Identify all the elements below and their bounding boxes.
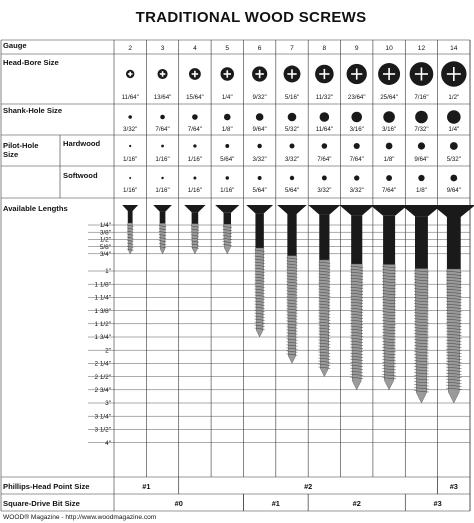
pilot-hardwood-dot <box>386 143 393 150</box>
pilot-softwood-dot <box>290 176 294 180</box>
credit-line: WOOD® Magazine - http://www.woodmagazine.com <box>3 514 157 521</box>
pilot-hardwood-dot <box>450 142 458 150</box>
length-label: 3 1/4" <box>94 413 111 421</box>
pilot-softwood-value: 3/32" <box>317 187 332 194</box>
screw-shank <box>192 212 199 224</box>
pilot-hardwood-value: 3/32" <box>284 156 300 163</box>
shank-hole-dot <box>351 112 362 123</box>
bit-size-label: #0 <box>174 499 183 508</box>
shank-hole-value: 3/16" <box>349 126 364 133</box>
length-label: 2" <box>105 347 111 355</box>
available-lengths-label: Available Lengths <box>3 204 68 213</box>
pilot-hardwood-value: 7/64" <box>317 156 332 163</box>
shank-hole-dot <box>192 114 198 120</box>
pilot-hardwood-dot <box>354 143 360 149</box>
pilot-hardwood-value: 3/32" <box>252 156 267 163</box>
table-grid <box>1 40 470 511</box>
gauge-number: 3 <box>160 45 165 52</box>
bit-size-label: #2 <box>304 482 313 491</box>
screw-head <box>277 205 307 214</box>
screw-head <box>370 205 408 216</box>
pilot-hardwood-dot <box>322 143 328 149</box>
shank-hole-dot <box>320 112 330 122</box>
pilot-hole-row-label: Pilot-Hole Size <box>3 141 39 159</box>
shank-hole-dot <box>160 115 165 120</box>
pilot-softwood-values <box>123 175 461 194</box>
pilot-softwood-value: 9/64" <box>446 187 461 194</box>
softwood-row-label: Softwood <box>63 171 98 180</box>
pilot-hardwood-value: 5/64" <box>220 156 235 163</box>
gauge-number: 8 <box>322 45 327 52</box>
pilot-hardwood-dot <box>290 144 295 149</box>
screw-head <box>246 205 273 213</box>
shank-hole-value: 7/32" <box>414 126 429 133</box>
gauge-number: 2 <box>128 45 133 52</box>
pilot-hardwood-dot <box>161 145 164 148</box>
screw-shank <box>160 212 166 224</box>
pilot-softwood-dot <box>354 175 359 180</box>
length-label: 3 1/2" <box>94 426 111 434</box>
pilot-softwood-value: 1/16" <box>220 187 235 194</box>
gauge-number: 7 <box>290 45 294 52</box>
screw-shank <box>255 213 263 248</box>
pilot-softwood-value: 5/64" <box>284 187 300 194</box>
screw-head <box>308 205 340 215</box>
pilot-hardwood-value: 1/16" <box>187 156 203 163</box>
length-label: 2 1/2" <box>94 373 111 381</box>
gauge-number: 5 <box>225 45 230 52</box>
shank-hole-value: 1/8" <box>221 126 233 133</box>
shank-hole-dot <box>256 113 264 121</box>
pilot-softwood-value: 1/16" <box>155 187 170 194</box>
pilot-hardwood-dot <box>225 144 229 148</box>
pilot-softwood-dot <box>450 175 457 182</box>
length-label: 5/8" <box>99 243 111 251</box>
head-bore-value: 11/32" <box>315 94 333 101</box>
head-bore-value: 5/16" <box>284 94 300 101</box>
pilot-hardwood-dot <box>418 142 425 149</box>
pilot-softwood-value: 5/64" <box>252 187 267 194</box>
length-label: 1 1/4" <box>94 294 111 302</box>
screw-head <box>122 205 138 211</box>
length-label: 1/4" <box>99 222 111 230</box>
pilot-hardwood-value: 5/32" <box>446 156 461 163</box>
pilot-softwood-value: 1/8" <box>416 187 427 194</box>
bit-size-label: #1 <box>271 499 280 508</box>
head-bore-value: 11/64" <box>121 94 139 101</box>
pilot-hardwood-values <box>123 142 461 163</box>
pilot-hardwood-value: 1/8" <box>383 156 395 163</box>
shank-hole-value: 1/4" <box>448 126 460 133</box>
head-bore-value: 1/2" <box>448 94 460 101</box>
shank-hole-dot <box>288 113 297 122</box>
head-bore-value: 7/16" <box>414 94 429 101</box>
length-label: 2 1/4" <box>94 360 111 368</box>
bit-size-label: #3 <box>449 482 458 491</box>
length-label: 1 1/2" <box>94 321 111 328</box>
length-labels <box>95 222 111 447</box>
chart-title: TRADITIONAL WOOD SCREWS <box>135 9 367 26</box>
shank-hole-value: 11/64" <box>315 126 333 133</box>
pilot-hardwood-value: 9/64" <box>414 156 429 163</box>
shank-hole-row-label: Shank-Hole Size <box>3 106 63 115</box>
pilot-softwood-dot <box>322 176 327 181</box>
length-label: 1 1/8" <box>94 281 111 289</box>
length-label: 1 3/4" <box>94 334 111 342</box>
screw-head <box>184 205 205 212</box>
gauge-row-label: Gauge <box>3 41 27 50</box>
hardwood-row-label: Hardwood <box>63 139 101 148</box>
pilot-softwood-dot <box>193 177 196 180</box>
screw-shank <box>351 215 362 264</box>
pilot-softwood-dot <box>161 177 163 179</box>
pilot-softwood-dot <box>258 176 262 180</box>
shank-hole-value: 3/16" <box>381 126 397 133</box>
pilot-hardwood-dot <box>129 145 131 147</box>
screw-head <box>339 205 374 215</box>
screw-shank <box>319 215 329 260</box>
shank-hole-value: 3/32" <box>123 126 138 133</box>
square-drive-row-label: Square-Drive Bit Size <box>3 499 80 508</box>
head-bore-value: 13/64" <box>153 94 172 101</box>
shank-hole-value: 5/32" <box>284 126 300 133</box>
pilot-softwood-dot <box>129 177 131 179</box>
gauge-number: 12 <box>417 45 426 52</box>
pilot-softwood-value: 3/32" <box>349 187 364 194</box>
gauge-values <box>128 45 457 52</box>
pilot-hardwood-value: 1/16" <box>123 156 138 163</box>
pilot-hardwood-dot <box>193 144 196 147</box>
gauge-number: 4 <box>193 45 197 52</box>
length-label: 1" <box>105 268 111 276</box>
pilot-softwood-dot <box>226 176 229 179</box>
shank-hole-dot <box>224 114 231 121</box>
bit-size-label: #2 <box>352 499 361 508</box>
head-bore-value: 9/32" <box>252 94 267 101</box>
pilot-softwood-value: 1/16" <box>187 187 203 194</box>
shank-hole-dot <box>447 110 461 124</box>
pilot-softwood-value: 7/64" <box>381 187 397 194</box>
shank-hole-dot <box>128 115 132 119</box>
screw-shank <box>383 216 395 265</box>
head-bore-values <box>122 61 467 101</box>
gauge-number: 6 <box>257 45 262 52</box>
bit-size-label: #3 <box>433 499 442 508</box>
length-label: 1 3/8" <box>94 307 111 315</box>
pilot-softwood-value: 1/16" <box>123 187 138 194</box>
head-bore-value: 15/64" <box>186 94 204 101</box>
head-bore-row-label: Head-Bore Size <box>3 58 59 67</box>
shank-hole-dot <box>383 111 395 123</box>
shank-hole-dot <box>415 111 428 124</box>
screw-shank <box>447 217 461 269</box>
gauge-number: 14 <box>450 45 458 52</box>
pilot-hardwood-dot <box>257 144 261 148</box>
screw-shank <box>128 211 133 223</box>
shank-hole-value: 7/64" <box>187 126 203 133</box>
length-label: 2 3/4" <box>94 387 111 394</box>
length-label: 3" <box>105 400 111 408</box>
pilot-hardwood-value: 1/16" <box>155 156 170 163</box>
length-label: 4" <box>105 439 111 447</box>
screw-head <box>153 205 172 212</box>
length-label: 1/2" <box>99 236 111 244</box>
phillips-row-label: Phillips-Head Point Size <box>3 482 90 491</box>
screw-shank <box>415 216 428 268</box>
screw-head <box>432 205 474 217</box>
screw-illustrations <box>122 205 474 403</box>
screw <box>308 205 340 377</box>
gauge-number: 10 <box>385 45 393 52</box>
shank-hole-value: 7/64" <box>155 126 170 133</box>
gauge-number: 9 <box>354 45 359 52</box>
pilot-hardwood-value: 7/64" <box>349 156 364 163</box>
shank-hole-values <box>123 110 461 133</box>
shank-hole-value: 9/64" <box>252 126 267 133</box>
head-bore-value: 23/64" <box>347 94 366 101</box>
screw-shank <box>287 214 296 256</box>
pilot-softwood-dot <box>386 175 392 181</box>
head-bore-value: 25/64" <box>380 94 398 101</box>
length-label: 3/8" <box>99 229 111 237</box>
screw-head <box>215 205 239 213</box>
head-bore-value: 1/4" <box>221 94 233 101</box>
pilot-softwood-dot <box>418 175 424 181</box>
screw <box>432 205 474 403</box>
length-label: 3/4" <box>99 251 111 258</box>
screw <box>401 205 441 403</box>
bit-size-label: #1 <box>142 482 151 491</box>
screw-shank <box>224 213 232 224</box>
